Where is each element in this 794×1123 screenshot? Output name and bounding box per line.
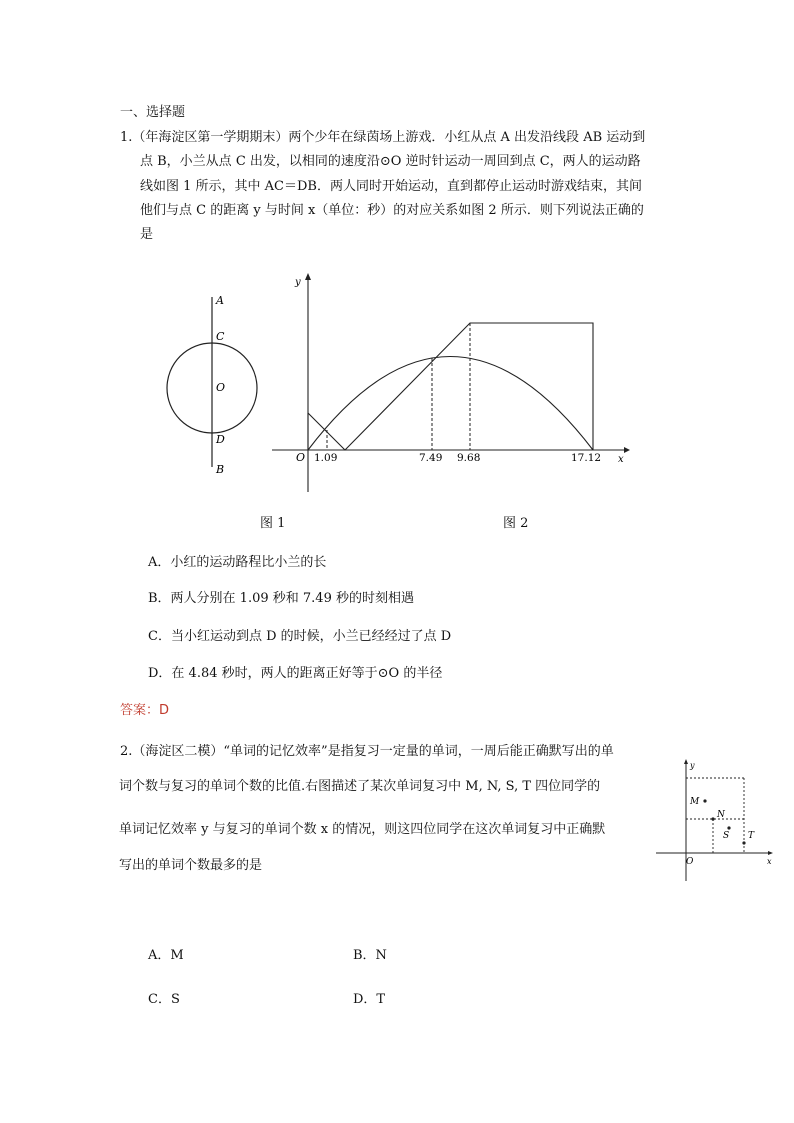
- figure-2-caption: 图 2: [503, 516, 529, 531]
- tick-17-12: 17.12: [571, 452, 602, 464]
- y-axis-label: y: [295, 277, 301, 288]
- q1-answer: 答案：D: [120, 703, 170, 718]
- q2-line-1: 2.（海淀区二模）“单词的记忆效率”是指复习一定量的单词，一周后能正确默写出的单: [120, 744, 614, 759]
- label-m: M: [690, 797, 700, 807]
- q2-line-4: 写出的单词个数最多的是: [119, 858, 263, 873]
- q2-x-label: x: [767, 857, 772, 866]
- tick-1-09: 1.09: [314, 452, 338, 464]
- figure-1: [150, 285, 280, 485]
- tick-9-68: 9.68: [457, 452, 481, 464]
- x-axis-arrow: [624, 447, 630, 453]
- q2-y-label: y: [690, 761, 695, 770]
- label-n: N: [717, 810, 725, 820]
- origin-label: O: [296, 451, 306, 464]
- figure-1-caption: 图 1: [260, 516, 286, 531]
- q1-line-5: 是: [140, 227, 154, 243]
- point-t: [742, 841, 745, 844]
- label-s: S: [723, 831, 730, 841]
- q2-origin-label: O: [686, 857, 694, 867]
- q1-line-2: 点 B，小兰从点 C 出发，以相同的速度沿⊙O 逆时针运动一周回到点 C，两人的运动路: [140, 154, 641, 170]
- q2-figure: [650, 756, 780, 881]
- q1-option-c: C．当小红运动到点 D 的时候，小兰已经经过了点 D: [148, 629, 452, 644]
- label-t: T: [748, 831, 755, 841]
- q1-option-b: B．两人分别在 1.09 秒和 7.49 秒的时刻相遇: [148, 591, 414, 606]
- q2-line-2: 词个数与复习的单词个数的比值.右图描述了某次单词复习中 M, N, S, T 四位同学的: [119, 779, 601, 794]
- q2-option-b: B．N: [353, 948, 387, 963]
- label-b: B: [216, 463, 225, 476]
- point-m: [703, 799, 706, 802]
- label-o: O: [216, 381, 226, 394]
- figure-2: [268, 268, 638, 496]
- q2-line-3: 单词记忆效率 y 与复习的单词个数 x 的情况，则这四位同学在这次单词复习中正确默: [119, 822, 606, 837]
- point-n: [711, 817, 714, 820]
- q1-line-1: 1.（年海淀区第一学期期末）两个少年在绿茵场上游戏．小红从点 A 出发沿线段 AB 运动到: [120, 130, 646, 145]
- q1-option-a: A．小红的运动路程比小兰的长: [148, 555, 327, 570]
- question-1-text: [120, 126, 675, 247]
- label-c: C: [216, 330, 225, 343]
- section-title: 一、选择题: [120, 105, 186, 120]
- label-d: D: [216, 433, 225, 446]
- broken-line-graph: [308, 323, 593, 450]
- tick-7-49: 7.49: [419, 452, 443, 464]
- x-axis-label: x: [618, 454, 624, 465]
- point-s: [727, 826, 730, 829]
- q2-option-d: D．T: [353, 992, 386, 1007]
- y-axis-arrow: [305, 273, 311, 280]
- q1-option-d: D．在 4.84 秒时，两人的距离正好等于⊙O 的半径: [148, 666, 443, 681]
- question-2-text: [119, 740, 645, 873]
- label-a: A: [216, 294, 224, 307]
- q1-line-3: 线如图 1 所示，其中 AC＝DB．两人同时开始运动，直到都停止运动时游戏结束，其间: [140, 178, 642, 194]
- q1-line-4: 他们与点 C 的距离 y 与时间 x（单位：秒）的对应关系如图 2 所示．则下列说法正确的: [140, 202, 644, 218]
- q2-option-c: C．S: [148, 992, 180, 1007]
- arc-curve: [308, 357, 593, 451]
- q2-option-a: A．M: [148, 948, 184, 963]
